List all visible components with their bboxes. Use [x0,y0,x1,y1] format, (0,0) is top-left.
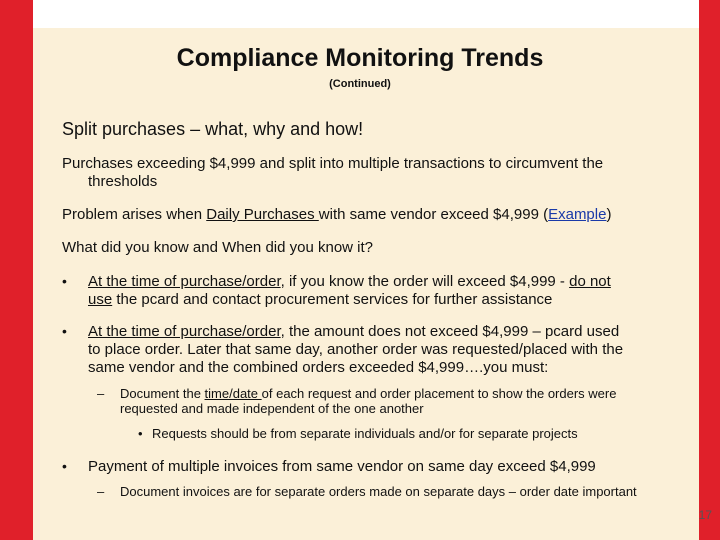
bullet-marker: • [62,273,67,289]
problem-text-post: ) [606,206,612,223]
daily-purchases-term: Daily Purchases [206,206,319,223]
bullet-marker: • [138,426,143,441]
dash1-post: of each request and order placement to show the orders were [261,386,617,401]
page-number: 17 [698,508,712,522]
section-heading: Split purchases – what, why and how! [62,119,364,139]
bullet1-line2 [88,291,552,308]
dash1-line1 [120,386,616,401]
dash-marker: – [97,386,105,401]
bullet1-use: use [88,291,113,308]
bullet-marker: • [62,458,67,474]
bullet1-text1: , if you know the order will exceed $4,999 - [280,273,570,290]
bullet2-time-of-purchase: At the time of purchase/order [88,323,281,340]
bullet1-text2: the pcard and contact procurement services for further assistance [112,291,553,308]
problem-text-mid: with same vendor exceed $4,999 ( [318,206,549,223]
subbullet-separate-requests: Requests should be from separate individuals and/or for separate projects [152,426,578,441]
example-link[interactable]: Example [548,206,607,223]
bullet2-line3: same vendor and the combined orders exceeded $4,999….you must: [88,359,549,376]
slide-title: Compliance Monitoring Trends [176,44,544,72]
bullet1-do-not: do not [569,273,611,290]
dash-marker: – [97,484,105,499]
bullet2-line2: to place order. Later that same day, another order was requested/placed with the [88,341,624,358]
bullet-marker: • [62,323,67,339]
bullet2-line1 [88,323,619,340]
paragraph-question: What did you know and When did you know it? [62,239,374,256]
paragraph-problem [62,206,611,223]
bullet1-time-of-purchase: At the time of purchase/order [88,273,281,290]
paragraph-split-definition-line2: thresholds [88,173,158,190]
dash1-line2: requested and made independent of the one another [120,401,424,416]
dash1-pre: Document the [120,386,205,401]
bullet1-line1 [88,273,611,290]
dash2-text: Document invoices are for separate orders made on separate days – order date important [120,484,637,499]
bullet3-text: Payment of multiple invoices from same vendor on same day exceed $4,999 [88,458,596,475]
slide-subtitle: (Continued) [329,78,391,90]
problem-text-pre: Problem arises when [62,206,207,223]
bullet2-text1: , the amount does not exceed $4,999 – pcard used [280,323,620,340]
dash1-time-date: time/date [204,386,262,401]
paragraph-split-definition-line1: Purchases exceeding $4,999 and split into multiple transactions to circumvent the [62,155,604,172]
